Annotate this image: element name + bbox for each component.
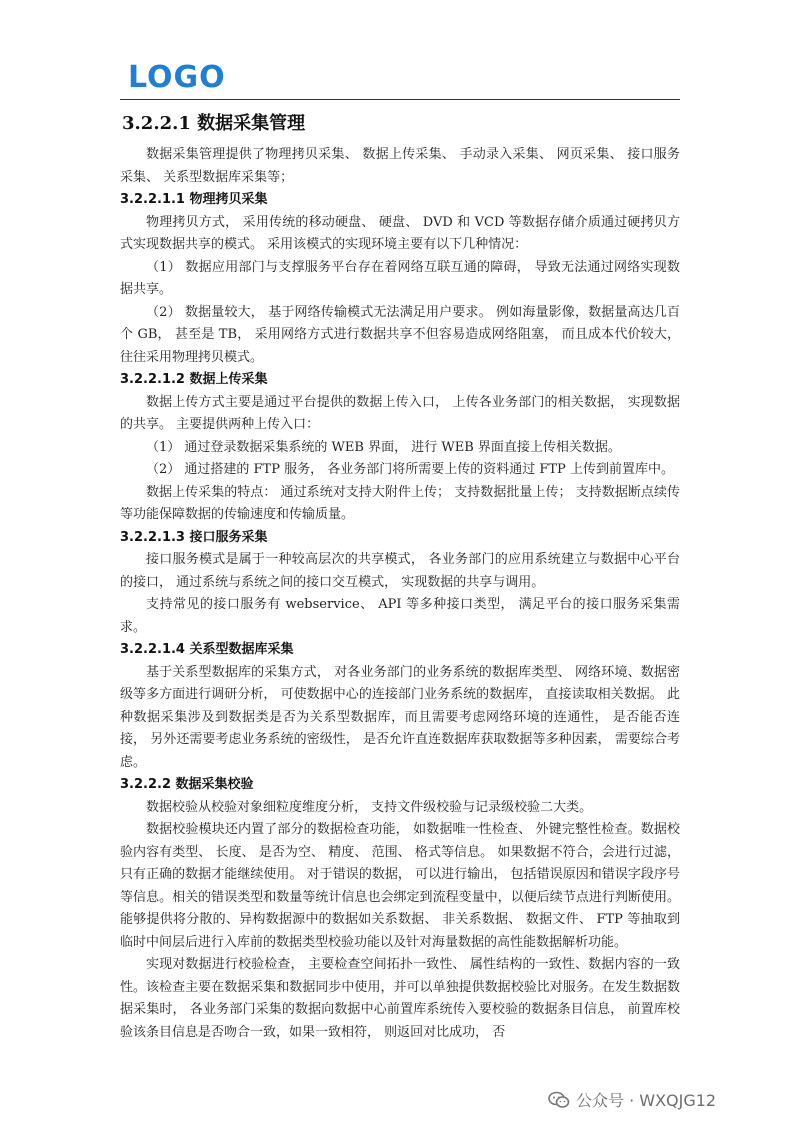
header-divider: [120, 99, 680, 100]
wechat-icon: [548, 1091, 570, 1109]
section-title: 3.2.2.1 数据采集管理: [122, 113, 306, 134]
paragraph: 基于关系型数据库的采集方式， 对各业务部门的业务系统的数据库类型、 网络环境、数据密级等多方面进行调研分析， 可使数据中心的连接部门业务系统的数据库， 直接读取相关数据。 此种数据采集涉及到数据类是否为关系型数据库，而且需要考虑网络环境的连通性， 是否能否连接， 另外还需要考虑业务系统的密级性， 是否允许直连数据库获取数据等多种因素， 需要综合考虑。: [120, 664, 680, 770]
list-item: （2） 数据量较大， 基于网络传输模式无法满足用户要求。 例如海量影像，数据量高达几百个 GB， 甚至是 TB， 采用网络方式进行数据共享不但容易造成网络阻塞， 而且成本代价较大， 往往采用物理拷贝模式。: [120, 304, 680, 365]
wechat-watermark: [548, 1088, 716, 1111]
paragraph: 支持常见的接口服务有 webservice、 API 等多种接口类型， 满足平台的接口服务采集需求。: [120, 597, 680, 635]
logo: LOGO: [128, 60, 226, 95]
paragraph: 数据校验从校验对象细粒度维度分析， 支持文件级校验与记录级校验二大类。: [146, 799, 593, 815]
paragraph: 实现对数据进行校验检查， 主要检查空间拓扑一致性、 属性结构的一致性、数据内容的一致性。该检查主要在数据采集和数据同步中使用，并可以单独提供数据校验比对服务。在发生数据数据采集时， 各业务部门采集的数据向数据中心前置库系统传入要校验的数据条目信息， 前置库校验该条目信息是否吻合一致，如果一致相符， 则返回对比成功， 否: [120, 957, 680, 1040]
paragraph: 物理拷贝方式， 采用传统的移动硬盘、 硬盘、 DVD 和 VCD 等数据存储介质通过硬拷贝方式实现数据共享的模式。 采用该模式的实现环境主要有以下几种情况：: [120, 214, 680, 252]
document-body: [120, 108, 680, 1044]
list-item: （2） 通过搭建的 FTP 服务， 各业务部门将所需要上传的资料通过 FTP 上传到前置库中。: [146, 462, 674, 477]
watermark-text: 公众号 · WXQJG12: [576, 1091, 717, 1110]
subsection-heading: 3.2.2.1.3 接口服务采集: [120, 529, 268, 545]
subsection-heading: 3.2.2.2 数据采集校验: [120, 777, 254, 792]
paragraph: 接口服务模式是属于一种较高层次的共享模式， 各业务部门的应用系统建立与数据中心平台的接口， 通过系统与系统之间的接口交互模式， 实现数据的共享与调用。: [120, 552, 680, 590]
paragraph: 数据校验模块还内置了部分的数据检查功能， 如数据唯一性检查、 外键完整性检查。数据校验内容有类型、 长度、 是否为空、 精度、 范围、 格式等信息。 如果数据不符合，会进行过滤， 只有正确的数据才能继续使用。 对于错误的数据， 可以进行输出， 包括错误原因和错误字段序号等信息。相关的错误类型和数量等统计信息也会绑定到流程变量中，以便后续节点进行判断使用。 能够提供将分散的、异构数据源中的数据如关系数据、 非关系数据、 数据文件、 FTP 等抽取到临时中间层后进行入库前的数据类型校验功能以及针对海量数据的高性能数据解析功能。: [120, 822, 680, 950]
paragraph: 数据采集管理提供了物理拷贝采集、 数据上传采集、 手动录入采集、 网页采集、 接口服务采集、 关系型数据库采集等；: [120, 147, 680, 185]
subsection-heading: 3.2.2.1.1 物理拷贝采集: [120, 192, 268, 207]
paragraph: 数据上传方式主要是通过平台提供的数据上传入口， 上传各业务部门的相关数据， 实现数据的共享。 主要提供两种上传入口：: [120, 394, 680, 432]
subsection-heading: 3.2.2.1.2 数据上传采集: [120, 372, 268, 387]
subsection-heading: 3.2.2.1.4 关系型数据库采集: [120, 642, 294, 657]
paragraph: 数据上传采集的特点： 通过系统对支持大附件上传； 支持数据批量上传； 支持数据断点续传等功能保障数据的传输速度和传输质量。: [120, 484, 680, 522]
list-item: （1） 通过登录数据采集系统的 WEB 界面， 进行 WEB 界面直接上传相关数据。: [146, 439, 621, 455]
list-item: （1） 数据应用部门与支撑服务平台存在着网络互联互通的障碍， 导致无法通过网络实现数据共享。: [120, 259, 680, 297]
